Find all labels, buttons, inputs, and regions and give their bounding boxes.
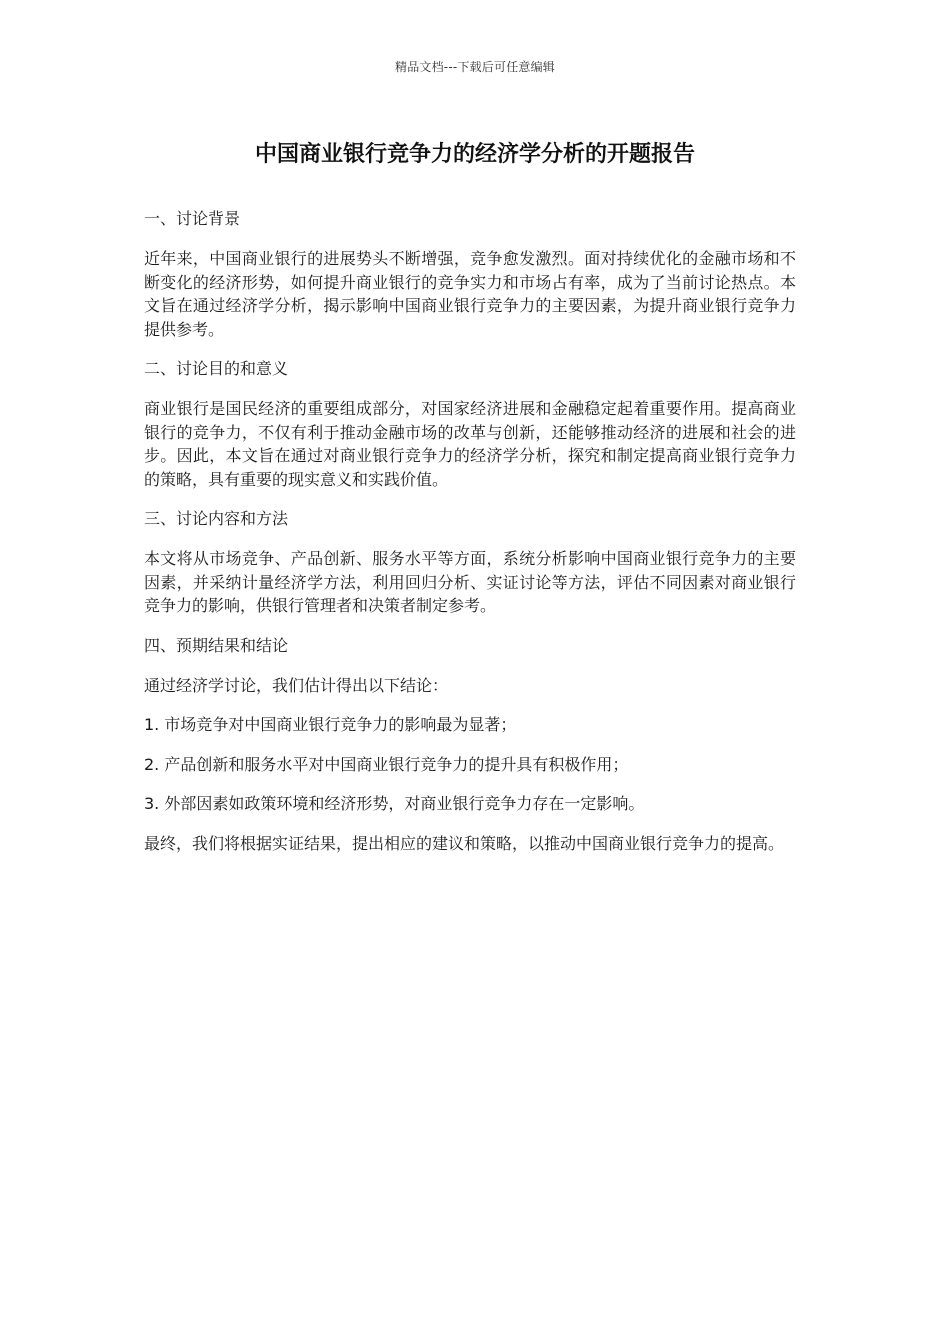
list-item: 3. 外部因素如政策环境和经济形势，对商业银行竞争力存在一定影响。 — [144, 794, 645, 813]
section-heading: 四、预期结果和结论 — [144, 635, 289, 655]
header-note: 精品文档---下载后可任意编辑 — [395, 60, 555, 74]
results-intro: 通过经济学讨论，我们估计得出以下结论： — [144, 675, 449, 695]
section-results — [144, 634, 796, 856]
document-body — [144, 207, 796, 871]
list-item: 1. 市场竞争对中国商业银行竞争力的影响最为显著； — [144, 715, 517, 734]
section-heading: 三、讨论内容和方法 — [144, 509, 289, 528]
section-paragraph: 商业银行是国民经济的重要组成部分，对国家经济进展和金融稳定起着重要作用。提高商业银行的竞争力，不仅有利于推动金融市场的改革与创新，还能够推动经济的进展和社会的进步。因此，本文旨在通过对商业银行竞争力的经济学分析，探究和制定提高商业银行竞争力的策略，具有重要的现实意义和实践价值。 — [144, 399, 796, 489]
section-paragraph: 近年来，中国商业银行的进展势头不断增强，竞争愈发激烈。面对持续优化的金融市场和不断变化的经济形势，如何提升商业银行的竞争实力和市场占有率，成为了当前讨论热点。本文旨在通过经济学分析，揭示影响中国商业银行竞争力的主要因素，为提升商业银行竞争力提供参考。 — [144, 249, 796, 339]
section-background — [144, 207, 796, 341]
section-purpose — [144, 357, 796, 491]
section-heading: 二、讨论目的和意义 — [144, 359, 289, 378]
list-item: 2. 产品创新和服务水平对中国商业银行竞争力的提升具有积极作用； — [144, 754, 629, 774]
section-paragraph: 本文将从市场竞争、产品创新、服务水平等方面，系统分析影响中国商业银行竞争力的主要因素，并采纳计量经济学方法，利用回归分析、实证讨论等方法，评估不同因素对商业银行竞争力的影响，供银行管理者和决策者制定参考。 — [144, 549, 796, 615]
section-content-methods — [144, 507, 796, 618]
document-title: 中国商业银行竞争力的经济学分析的开题报告 — [254, 142, 695, 167]
section-heading: 一、讨论背景 — [144, 209, 241, 228]
results-conclusion: 最终，我们将根据实证结果，提出相应的建议和策略，以推动中国商业银行竞争力的提高。 — [144, 833, 785, 853]
